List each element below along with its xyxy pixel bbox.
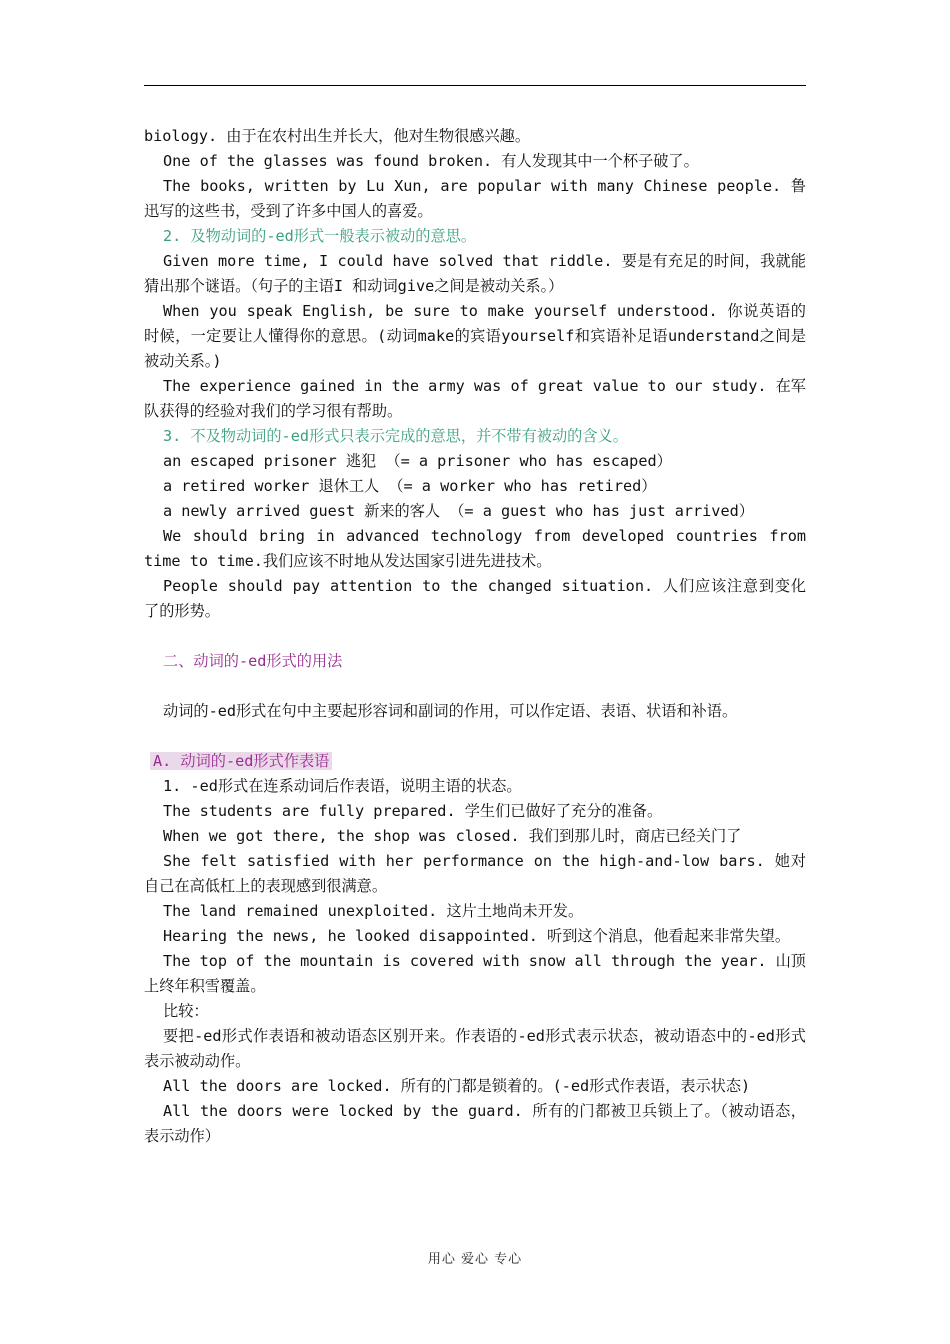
page-footer: 用心 爱心 专心	[427, 1252, 523, 1267]
paragraph: Hearing the news, he looked disappointed. 听到这个消息，他看起来非常失望。	[163, 927, 791, 945]
paragraph: One of the glasses was found broken. 有人发现其中一个杯子破了。	[163, 152, 699, 170]
paragraph: Given more time, I could have solved that riddle. 要是有充足的时间，我就能猜出那个谜语。（句子的主语I 和动词give之间是被动关系。）	[144, 252, 806, 295]
paragraph: The land remained unexploited. 这片土地尚未开发。	[163, 902, 584, 920]
section-heading: 3. 不及物动词的-ed形式只表示完成的意思，并不带有被动的含义。	[163, 427, 628, 445]
paragraph: The top of the mountain is covered with snow all through the year. 山顶上终年积雪覆盖。	[144, 952, 806, 995]
paragraph: The students are fully prepared. 学生们已做好了充分的准备。	[163, 802, 663, 820]
paragraph: 动词的-ed形式在句中主要起形容词和副词的作用，可以作定语、表语、状语和补语。	[163, 702, 738, 720]
paragraph: 1. -ed形式在连系动词后作表语，说明主语的状态。	[163, 777, 522, 795]
paragraph: When you speak English, be sure to make yourself understood. 你说英语的时候，一定要让人懂得你的意思。(动词make的宾语yourself和宾语补足语understand之间是被动关系。)	[144, 302, 806, 370]
paragraph: biology. 由于在农村出生并长大，他对生物很感兴趣。	[144, 127, 531, 145]
subsection-heading-row	[144, 749, 806, 774]
paragraph: The books, written by Lu Xun, are popular with many Chinese people. 鲁迅写的这些书，受到了许多中国人的喜爱。	[144, 177, 806, 220]
section-heading: 2. 及物动词的-ed形式一般表示被动的意思。	[163, 227, 477, 245]
highlighted-heading: A. 动词的-ed形式作表语	[150, 752, 332, 770]
paragraph: We should bring in advanced technology from developed countries from time to time.我们应该不时地从发达国家引进先进技术。	[144, 527, 806, 570]
paragraph: All the doors are locked. 所有的门都是锁着的。(-ed形式作表语，表示状态)	[163, 1077, 751, 1095]
paragraph: When we got there, the shop was closed. 我们到那儿时，商店已经关门了	[163, 827, 742, 845]
example-line: a retired worker 退休工人 （= a worker who has retired）	[163, 477, 657, 495]
paragraph: All the doors were locked by the guard. 所有的门都被卫兵锁上了。（被动语态，表示动作）	[144, 1102, 806, 1145]
chapter-heading: 二、动词的-ed形式的用法	[163, 652, 343, 670]
paragraph: She felt satisfied with her performance on the high-and-low bars. 她对自己在高低杠上的表现感到很满意。	[144, 852, 806, 895]
paragraph: People should pay attention to the changed situation. 人们应该注意到变化了的形势。	[144, 577, 806, 620]
paragraph: The experience gained in the army was of great value to our study. 在军队获得的经验对我们的学习很有帮助。	[144, 377, 806, 420]
paragraph: 要把-ed形式作表语和被动语态区别开来。作表语的-ed形式表示状态，被动语态中的-ed形式表示被动动作。	[144, 1027, 806, 1070]
header-rule	[144, 85, 806, 86]
paragraph: 比较：	[163, 1002, 209, 1020]
example-line: a newly arrived guest 新来的客人 （= a guest who has just arrived）	[163, 502, 754, 520]
body-text	[144, 124, 806, 1149]
example-line: an escaped prisoner 逃犯 （= a prisoner who has escaped）	[163, 452, 672, 470]
